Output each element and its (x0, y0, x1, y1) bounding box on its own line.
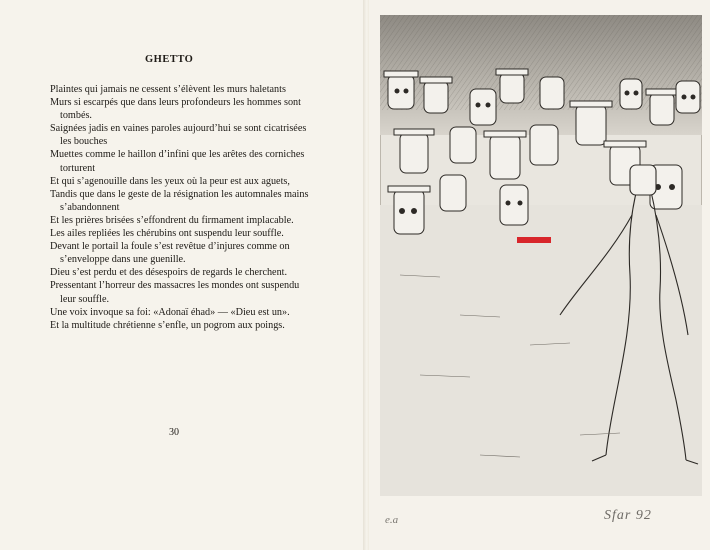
poem-line: les bouches (60, 136, 108, 148)
poem-line: Les ailes repliées les chérubins ont suspendu leur souffle. (50, 228, 284, 240)
poem-line: Et les prières brisées s’effondrent du firmament implacable. (50, 214, 294, 226)
poem-line: leur souffle. (60, 293, 110, 305)
poem-line: Une voix invoque sa foi: «Adonaï éhad» — «Dieu est un». (50, 306, 290, 318)
poem-line: Plaintes qui jamais ne cessent s’élèvent les murs haletants (50, 84, 286, 95)
poem-line: s’enveloppe dans une guenille. (60, 254, 186, 266)
poem-line: Dieu s’est perdu et des désespoirs de regards le cherchent. (50, 267, 288, 279)
poem-line: torturent (60, 162, 96, 174)
poem-text (50, 83, 350, 332)
page-number: 30 (169, 427, 179, 438)
poem-line: Tandis que dans le geste de la résignation les automnales mains (50, 188, 309, 200)
artist-signature: Sfar 92 (604, 508, 652, 523)
poem-title: GHETTO (145, 54, 194, 65)
poem-line: Murs si escarpés que dans leurs profondeurs les hommes sont (50, 97, 301, 109)
poem-line: tombés. (60, 110, 92, 122)
poem-line: Et qui s’agenouille dans les yeux où la peur est aux aguets, (50, 175, 290, 187)
poem-line: s’abandonnent (60, 201, 120, 213)
etching-ground (380, 205, 702, 496)
poem-line: Saignées jadis en vaines paroles aujourd’hui se sont cicatrisées (50, 123, 307, 135)
poem-line: Muettes comme le haillon d’infini que les arêtes des corniches (50, 149, 305, 161)
etching-plate (380, 15, 702, 496)
etching-illustration (380, 15, 702, 496)
poem-line: Pressentant l’horreur des massacres les mondes ont suspendu (50, 280, 300, 292)
poem-line: Et la multitude chrétienne s’enfle, un pogrom aux poings. (50, 319, 285, 331)
edition-mark: e.a (385, 514, 399, 526)
red-accent (517, 237, 551, 243)
poem-line: Devant le portail la foule s’est revêtue d’injures comme on (50, 241, 290, 253)
